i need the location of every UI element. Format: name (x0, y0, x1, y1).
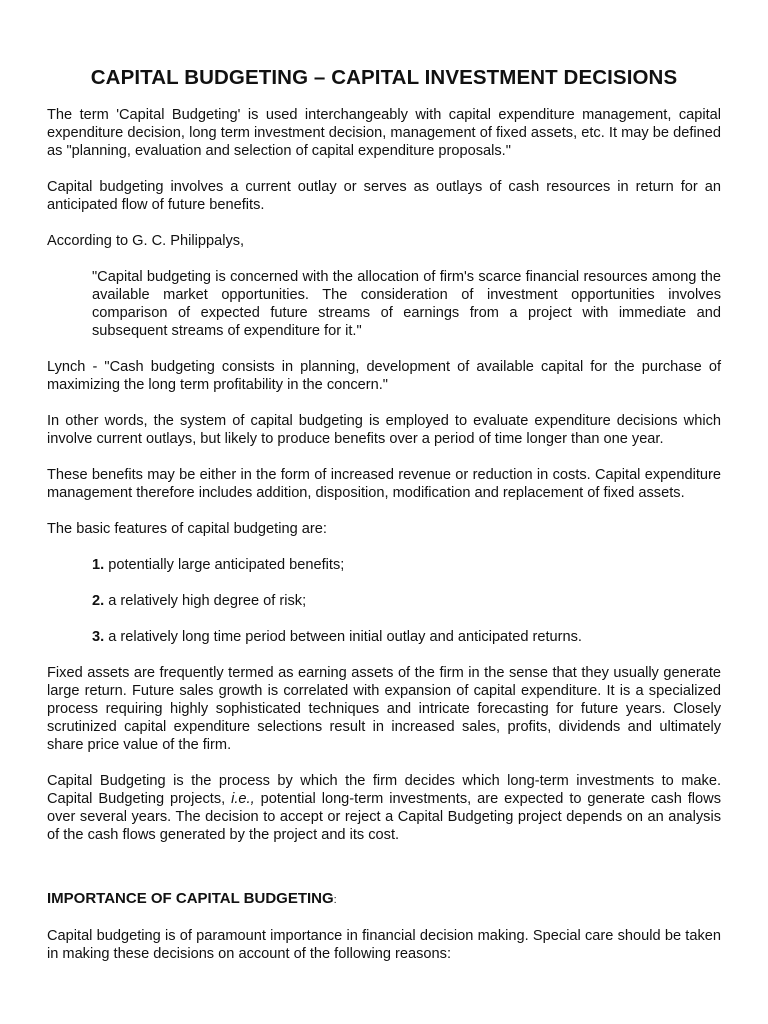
feature-number: 2. (92, 593, 105, 609)
block-quote: "Capital budgeting is concerned with the allocation of firm's scarce financial resources among the available market opportunities. The consideration of investment opportunities involves comparison of expected future streams of earnings from a project with immediate and subsequent streams of expenditure for it." (92, 269, 721, 339)
document-title: CAPITAL BUDGETING – CAPITAL INVESTMENT DECISIONS (90, 66, 678, 89)
paragraph-fixed-assets: Fixed assets are frequently termed as earning assets of the firm in the sense that they usually generate large return. Future sales growth is correlated with expansion of capital expenditure. It is a specialized process requiring highly sophisticated techniques and intricate forecasting for future years. Closely scrutinized capital expenditure selections result in increased sales, profits, dividends and ultimately share price value of the firm. (47, 665, 721, 753)
paragraph-features-intro: The basic features of capital budgeting are: (47, 521, 327, 537)
feature-item (92, 556, 721, 574)
process-text-b: potential long-term investments, are expected to generate cash flows over several years. The decision to accept or reject a Capital Budgeting project depends on an analysis of the cash flows generated by the project and its cost. (47, 791, 721, 843)
paragraph-benefits: These benefits may be either in the form of increased revenue or reduction in costs. Capital expenditure management therefore includes addition, disposition, modification and replacement of fixed assets. (47, 467, 721, 501)
process-text-ie: i.e., (231, 791, 255, 807)
feature-text: potentially large anticipated benefits; (104, 557, 345, 573)
feature-item (92, 592, 721, 610)
paragraph-other-words: In other words, the system of capital budgeting is employed to evaluate expenditure decisions which involve current outlays, but likely to produce benefits over a period of time longer than one year. (47, 413, 721, 447)
paragraph-process (47, 772, 721, 844)
section-heading-colon: : (333, 894, 337, 906)
paragraph-definition: The term 'Capital Budgeting' is used interchangeably with capital expenditure management, capital expenditure decision, long term investment decision, management of fixed assets, etc. It may be defined as "planning, evaluation and selection of capital expenditure proposals." (47, 107, 721, 159)
feature-number: 3. (92, 629, 105, 645)
feature-text: a relatively high degree of risk; (104, 593, 307, 609)
paragraph-importance: Capital budgeting is of paramount importance in financial decision making. Special care should be taken in making these decisions on account of the following reasons: (47, 928, 721, 962)
feature-item (92, 628, 721, 646)
process-text-a: Capital Budgeting is the process by which the firm decides which long-term investments to make. Capital Budgeting projects, (47, 773, 721, 807)
feature-number: 1. (92, 557, 105, 573)
paragraph-according: According to G. C. Philippalys, (47, 233, 245, 249)
feature-text: a relatively long time period between initial outlay and anticipated returns. (104, 629, 582, 645)
paragraph-outlay: Capital budgeting involves a current outlay or serves as outlays of cash resources in return for an anticipated flow of future benefits. (47, 179, 721, 213)
section-heading-text: IMPORTANCE OF CAPITAL BUDGETING (47, 890, 334, 907)
section-heading (47, 890, 721, 909)
paragraph-lynch: Lynch - "Cash budgeting consists in planning, development of available capital for the purchase of maximizing the long term profitability in the concern." (47, 359, 721, 393)
